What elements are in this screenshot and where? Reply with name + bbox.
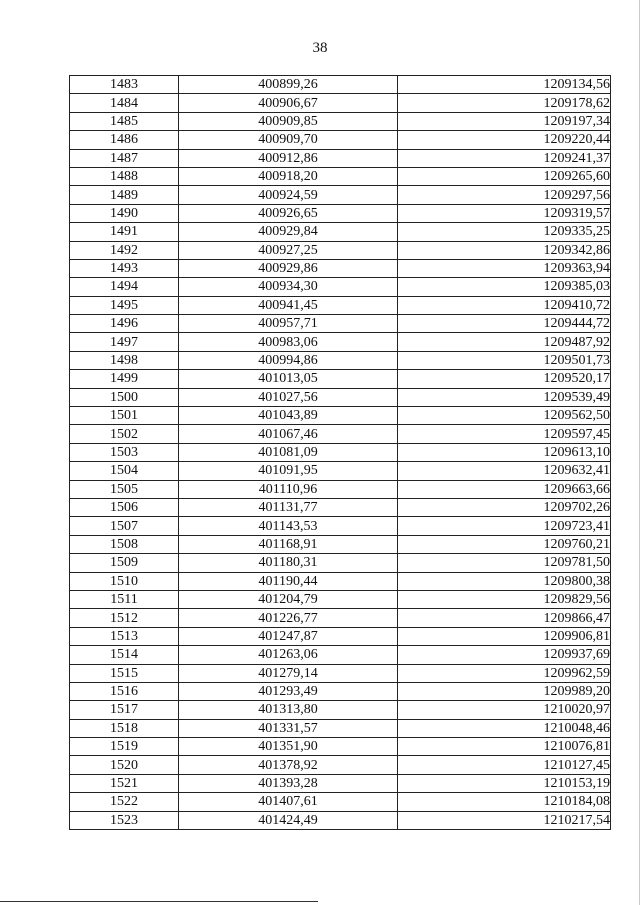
table-row <box>70 131 611 149</box>
x-coordinate-cell: 400929,84 <box>179 223 398 241</box>
table-row <box>70 609 611 627</box>
x-coordinate-cell: 401180,31 <box>179 554 398 572</box>
point-number-cell: 1520 <box>70 756 179 774</box>
x-coordinate-cell: 400957,71 <box>179 315 398 333</box>
x-coordinate-cell: 400909,70 <box>179 131 398 149</box>
point-number-cell: 1516 <box>70 682 179 700</box>
table-row <box>70 186 611 204</box>
point-number-cell: 1517 <box>70 701 179 719</box>
point-number-cell: 1509 <box>70 554 179 572</box>
x-coordinate-cell: 401247,87 <box>179 627 398 645</box>
table-row <box>70 388 611 406</box>
table-row <box>70 498 611 516</box>
table-row <box>70 682 611 700</box>
y-coordinate-cell: 1209613,10 <box>398 443 611 461</box>
x-coordinate-cell: 401168,91 <box>179 535 398 553</box>
table-row <box>70 278 611 296</box>
y-coordinate-cell: 1210184,08 <box>398 793 611 811</box>
x-coordinate-cell: 400918,20 <box>179 167 398 185</box>
table-row <box>70 535 611 553</box>
table-row <box>70 738 611 756</box>
y-coordinate-cell: 1209906,81 <box>398 627 611 645</box>
y-coordinate-cell: 1209197,34 <box>398 112 611 130</box>
y-coordinate-cell: 1209265,60 <box>398 167 611 185</box>
point-number-cell: 1498 <box>70 351 179 369</box>
point-number-cell: 1483 <box>70 76 179 94</box>
y-coordinate-cell: 1210048,46 <box>398 719 611 737</box>
point-number-cell: 1514 <box>70 646 179 664</box>
x-coordinate-cell: 401091,95 <box>179 462 398 480</box>
table-row <box>70 241 611 259</box>
point-number-cell: 1507 <box>70 517 179 535</box>
y-coordinate-cell: 1209989,20 <box>398 682 611 700</box>
x-coordinate-cell: 400899,26 <box>179 76 398 94</box>
y-coordinate-cell: 1209241,37 <box>398 149 611 167</box>
point-number-cell: 1489 <box>70 186 179 204</box>
y-coordinate-cell: 1209410,72 <box>398 296 611 314</box>
y-coordinate-cell: 1209937,69 <box>398 646 611 664</box>
x-coordinate-cell: 400941,45 <box>179 296 398 314</box>
point-number-cell: 1492 <box>70 241 179 259</box>
y-coordinate-cell: 1210127,45 <box>398 756 611 774</box>
y-coordinate-cell: 1209723,41 <box>398 517 611 535</box>
x-coordinate-cell: 400926,65 <box>179 204 398 222</box>
point-number-cell: 1522 <box>70 793 179 811</box>
point-number-cell: 1521 <box>70 774 179 792</box>
table-row <box>70 554 611 572</box>
point-number-cell: 1511 <box>70 590 179 608</box>
table-row <box>70 315 611 333</box>
y-coordinate-cell: 1210020,97 <box>398 701 611 719</box>
y-coordinate-cell: 1209335,25 <box>398 223 611 241</box>
x-coordinate-cell: 401013,05 <box>179 370 398 388</box>
table-row <box>70 774 611 792</box>
point-number-cell: 1503 <box>70 443 179 461</box>
table-row <box>70 646 611 664</box>
point-number-cell: 1495 <box>70 296 179 314</box>
y-coordinate-cell: 1210217,54 <box>398 811 611 829</box>
y-coordinate-cell: 1209342,86 <box>398 241 611 259</box>
x-coordinate-cell: 400929,86 <box>179 259 398 277</box>
y-coordinate-cell: 1209800,38 <box>398 572 611 590</box>
point-number-cell: 1505 <box>70 480 179 498</box>
x-coordinate-cell: 401293,49 <box>179 682 398 700</box>
table-row <box>70 76 611 94</box>
coordinates-table <box>69 75 611 830</box>
table-row <box>70 333 611 351</box>
x-coordinate-cell: 401043,89 <box>179 407 398 425</box>
y-coordinate-cell: 1210076,81 <box>398 738 611 756</box>
x-coordinate-cell: 401351,90 <box>179 738 398 756</box>
table-row <box>70 793 611 811</box>
table-row <box>70 811 611 829</box>
x-coordinate-cell: 401313,80 <box>179 701 398 719</box>
point-number-cell: 1493 <box>70 259 179 277</box>
y-coordinate-cell: 1209297,56 <box>398 186 611 204</box>
point-number-cell: 1523 <box>70 811 179 829</box>
y-coordinate-cell: 1209444,72 <box>398 315 611 333</box>
table-row <box>70 572 611 590</box>
x-coordinate-cell: 401424,49 <box>179 811 398 829</box>
table-row <box>70 443 611 461</box>
table-row <box>70 407 611 425</box>
point-number-cell: 1502 <box>70 425 179 443</box>
footer-rule <box>0 901 318 902</box>
point-number-cell: 1491 <box>70 223 179 241</box>
point-number-cell: 1510 <box>70 572 179 590</box>
table-row <box>70 223 611 241</box>
point-number-cell: 1512 <box>70 609 179 627</box>
x-coordinate-cell: 401331,57 <box>179 719 398 737</box>
point-number-cell: 1499 <box>70 370 179 388</box>
point-number-cell: 1504 <box>70 462 179 480</box>
x-coordinate-cell: 400983,06 <box>179 333 398 351</box>
table-row <box>70 517 611 535</box>
point-number-cell: 1484 <box>70 94 179 112</box>
table-row <box>70 259 611 277</box>
x-coordinate-cell: 401027,56 <box>179 388 398 406</box>
point-number-cell: 1513 <box>70 627 179 645</box>
table-row <box>70 462 611 480</box>
point-number-cell: 1486 <box>70 131 179 149</box>
point-number-cell: 1494 <box>70 278 179 296</box>
table-row <box>70 480 611 498</box>
point-number-cell: 1518 <box>70 719 179 737</box>
x-coordinate-cell: 401190,44 <box>179 572 398 590</box>
y-coordinate-cell: 1209781,50 <box>398 554 611 572</box>
y-coordinate-cell: 1209385,03 <box>398 278 611 296</box>
y-coordinate-cell: 1209220,44 <box>398 131 611 149</box>
x-coordinate-cell: 400912,86 <box>179 149 398 167</box>
y-coordinate-cell: 1209520,17 <box>398 370 611 388</box>
point-number-cell: 1506 <box>70 498 179 516</box>
y-coordinate-cell: 1209501,73 <box>398 351 611 369</box>
point-number-cell: 1519 <box>70 738 179 756</box>
point-number-cell: 1515 <box>70 664 179 682</box>
table-row <box>70 701 611 719</box>
point-number-cell: 1485 <box>70 112 179 130</box>
table-row <box>70 664 611 682</box>
table-row <box>70 719 611 737</box>
y-coordinate-cell: 1209597,45 <box>398 425 611 443</box>
coordinates-table-body <box>70 76 611 830</box>
x-coordinate-cell: 401279,14 <box>179 664 398 682</box>
point-number-cell: 1490 <box>70 204 179 222</box>
point-number-cell: 1497 <box>70 333 179 351</box>
point-number-cell: 1488 <box>70 167 179 185</box>
y-coordinate-cell: 1209487,92 <box>398 333 611 351</box>
x-coordinate-cell: 401263,06 <box>179 646 398 664</box>
y-coordinate-cell: 1209134,56 <box>398 76 611 94</box>
y-coordinate-cell: 1209760,21 <box>398 535 611 553</box>
table-row <box>70 94 611 112</box>
table-row <box>70 167 611 185</box>
x-coordinate-cell: 400934,30 <box>179 278 398 296</box>
table-row <box>70 756 611 774</box>
y-coordinate-cell: 1209702,26 <box>398 498 611 516</box>
y-coordinate-cell: 1209178,62 <box>398 94 611 112</box>
x-coordinate-cell: 401143,53 <box>179 517 398 535</box>
table-row <box>70 112 611 130</box>
x-coordinate-cell: 400927,25 <box>179 241 398 259</box>
point-number-cell: 1508 <box>70 535 179 553</box>
x-coordinate-cell: 401393,28 <box>179 774 398 792</box>
table-row <box>70 296 611 314</box>
table-row <box>70 370 611 388</box>
y-coordinate-cell: 1209363,94 <box>398 259 611 277</box>
table-row <box>70 590 611 608</box>
x-coordinate-cell: 401378,92 <box>179 756 398 774</box>
point-number-cell: 1501 <box>70 407 179 425</box>
y-coordinate-cell: 1209962,59 <box>398 664 611 682</box>
table-row <box>70 351 611 369</box>
x-coordinate-cell: 400994,86 <box>179 351 398 369</box>
y-coordinate-cell: 1209319,57 <box>398 204 611 222</box>
point-number-cell: 1487 <box>70 149 179 167</box>
x-coordinate-cell: 400906,67 <box>179 94 398 112</box>
table-row <box>70 425 611 443</box>
y-coordinate-cell: 1209632,41 <box>398 462 611 480</box>
point-number-cell: 1500 <box>70 388 179 406</box>
y-coordinate-cell: 1209663,66 <box>398 480 611 498</box>
y-coordinate-cell: 1209539,49 <box>398 388 611 406</box>
x-coordinate-cell: 400909,85 <box>179 112 398 130</box>
y-coordinate-cell: 1210153,19 <box>398 774 611 792</box>
page-number: 38 <box>312 40 328 56</box>
y-coordinate-cell: 1209562,50 <box>398 407 611 425</box>
x-coordinate-cell: 401110,96 <box>179 480 398 498</box>
table-row <box>70 204 611 222</box>
x-coordinate-cell: 401204,79 <box>179 590 398 608</box>
table-row <box>70 149 611 167</box>
point-number-cell: 1496 <box>70 315 179 333</box>
x-coordinate-cell: 401226,77 <box>179 609 398 627</box>
x-coordinate-cell: 401131,77 <box>179 498 398 516</box>
x-coordinate-cell: 401067,46 <box>179 425 398 443</box>
x-coordinate-cell: 401407,61 <box>179 793 398 811</box>
y-coordinate-cell: 1209829,56 <box>398 590 611 608</box>
y-coordinate-cell: 1209866,47 <box>398 609 611 627</box>
x-coordinate-cell: 401081,09 <box>179 443 398 461</box>
x-coordinate-cell: 400924,59 <box>179 186 398 204</box>
table-row <box>70 627 611 645</box>
